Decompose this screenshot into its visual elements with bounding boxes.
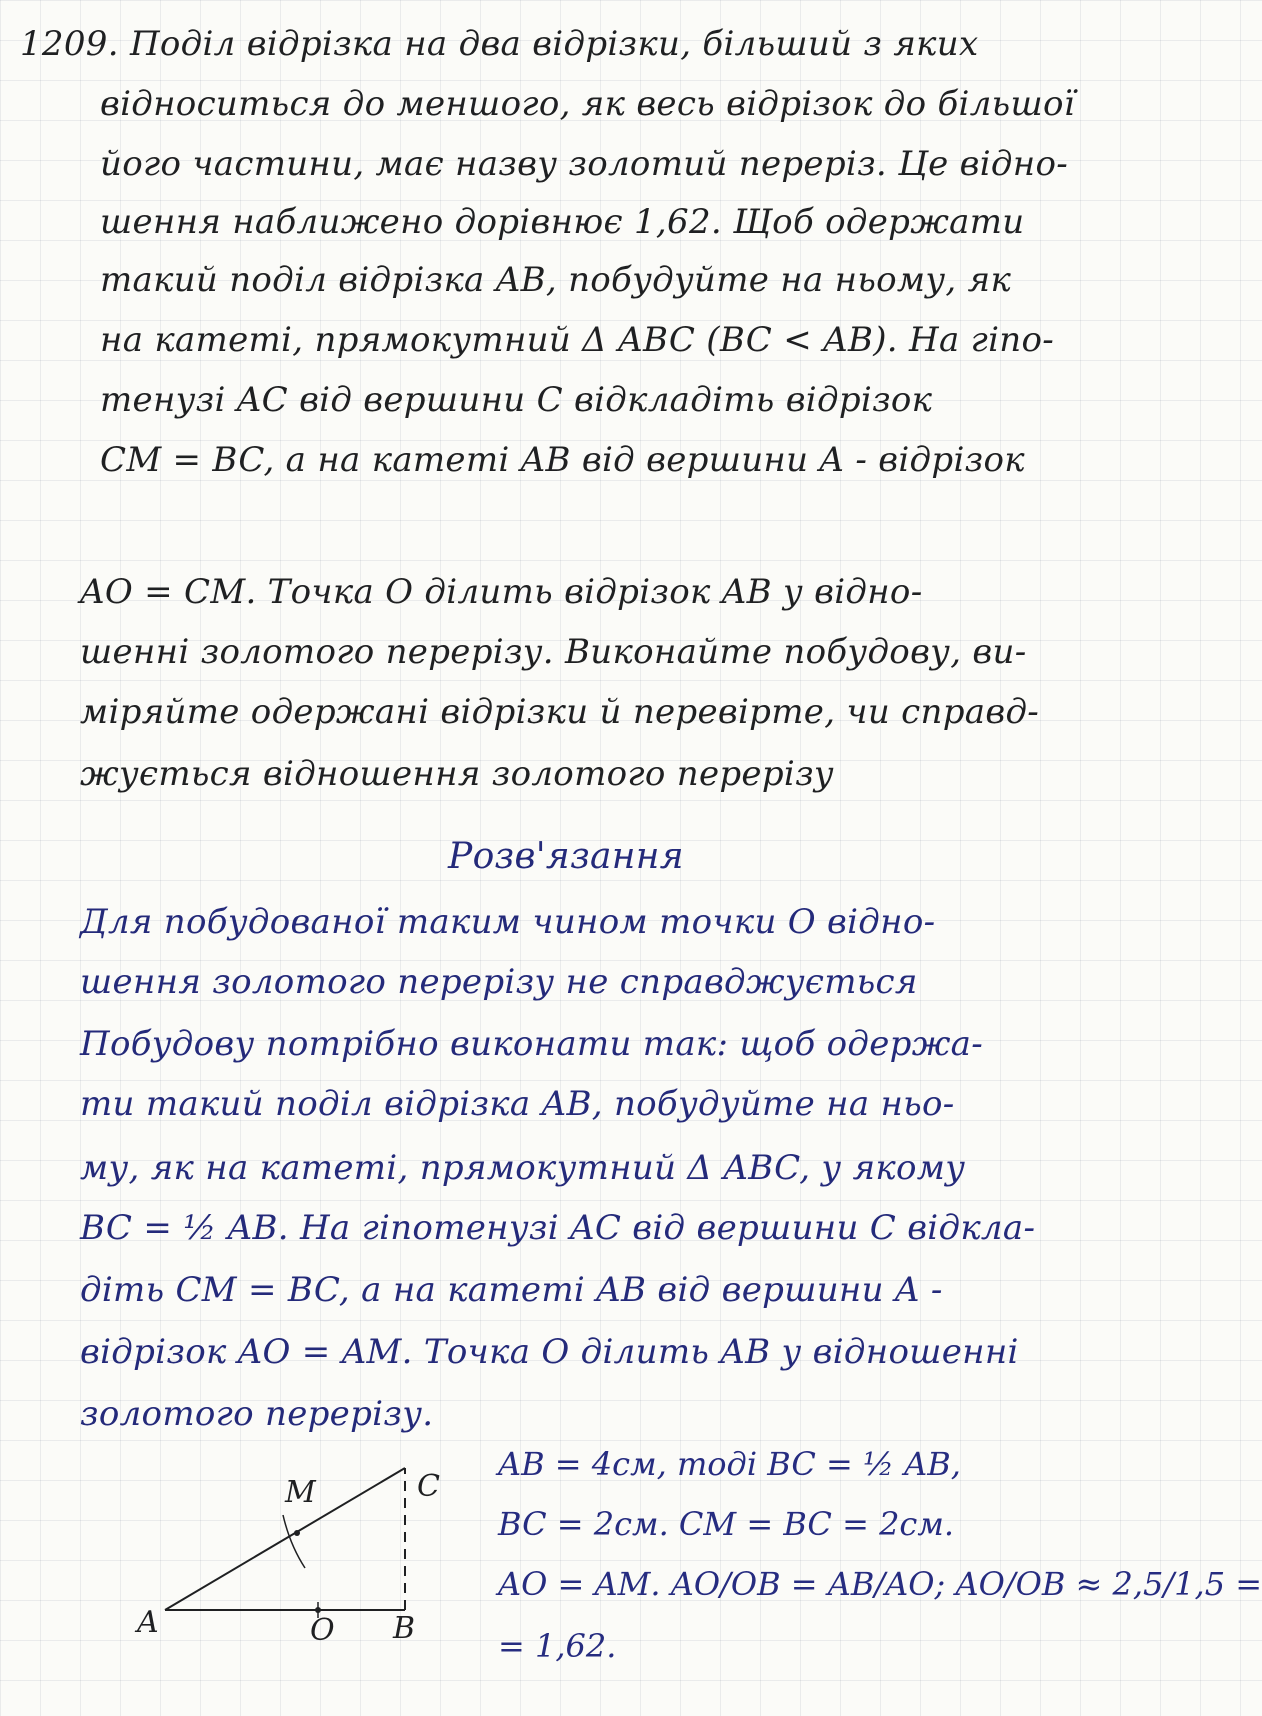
solution-line-2: шення золотого перерізу не справджується (80, 962, 918, 1002)
label-c: C (417, 1469, 440, 1504)
calc-line-4: = 1,62. (498, 1627, 617, 1665)
task-line-2: відноситься до меншого, як весь відрізок до більшої (100, 84, 1075, 124)
solution-line-4: ти такий поділ відрізка AB, побудуйте на ньо- (80, 1084, 955, 1124)
task-continued-line-2: шенні золотого перерізу. Виконайте побудову, ви- (80, 632, 1027, 672)
label-m: M (285, 1475, 316, 1510)
solution-line-9: золотого перерізу. (80, 1394, 434, 1434)
calc-line-1: AB = 4см, тоді BC = ½ AB, (498, 1445, 961, 1483)
solution-heading: Розв'язання (448, 836, 684, 877)
calc-line-3: AO = AM. AO/OB = AB/AO; AO/OB ≈ 2,5/1,5 = (498, 1565, 1262, 1603)
solution-line-7: діть CM = BC, а на катеті AB від вершини A - (80, 1270, 943, 1310)
label-a: A (137, 1605, 159, 1640)
task-continued-line-1: AO = CM. Точка O ділить відрізок AB у відно- (80, 572, 923, 612)
task-line-4: шення наближено дорівнює 1,62. Щоб одержати (100, 202, 1025, 242)
task-line-1: 1209. Поділ відрізка на два відрізки, більший з яких (20, 24, 979, 64)
task-line-5: такий поділ відрізка AB, побудуйте на ньому, як (100, 260, 1012, 300)
label-b: B (393, 1611, 416, 1646)
compass-arc-m (283, 1515, 305, 1568)
solution-line-6: BC = ½ AB. На гіпотенузі AC від вершини C відкла- (80, 1208, 1036, 1248)
solution-line-8: відрізок AO = AM. Точка O ділить AB у відношенні (80, 1332, 1019, 1372)
point-m (294, 1530, 300, 1536)
solution-line-3: Побудову потрібно виконати так: щоб одержа- (80, 1024, 984, 1064)
solution-line-1: Для побудованої таким чином точки O відно- (80, 902, 936, 942)
task-line-6: на катеті, прямокутний Δ ABC (BC < AB). На гіпо- (100, 320, 1055, 360)
task-continued-line-4: жується відношення золотого перерізу (80, 754, 834, 794)
task-line-8: CM = BC, а на катеті AB від вершини A - відрізок (100, 440, 1025, 480)
label-o: O (310, 1613, 335, 1648)
calc-line-2: BC = 2см. CM = BC = 2см. (498, 1505, 955, 1543)
triangle-construction-figure (135, 1440, 465, 1648)
solution-line-5: му, як на катеті, прямокутний Δ ABC, у якому (80, 1148, 966, 1188)
task-line-7: тенузі AC від вершини C відкладіть відрізок (100, 380, 933, 420)
task-line-3: його частини, має назву золотий переріз. Це відно- (100, 144, 1068, 184)
task-continued-line-3: міряйте одержані відрізки й перевірте, чи справд- (80, 692, 1040, 732)
